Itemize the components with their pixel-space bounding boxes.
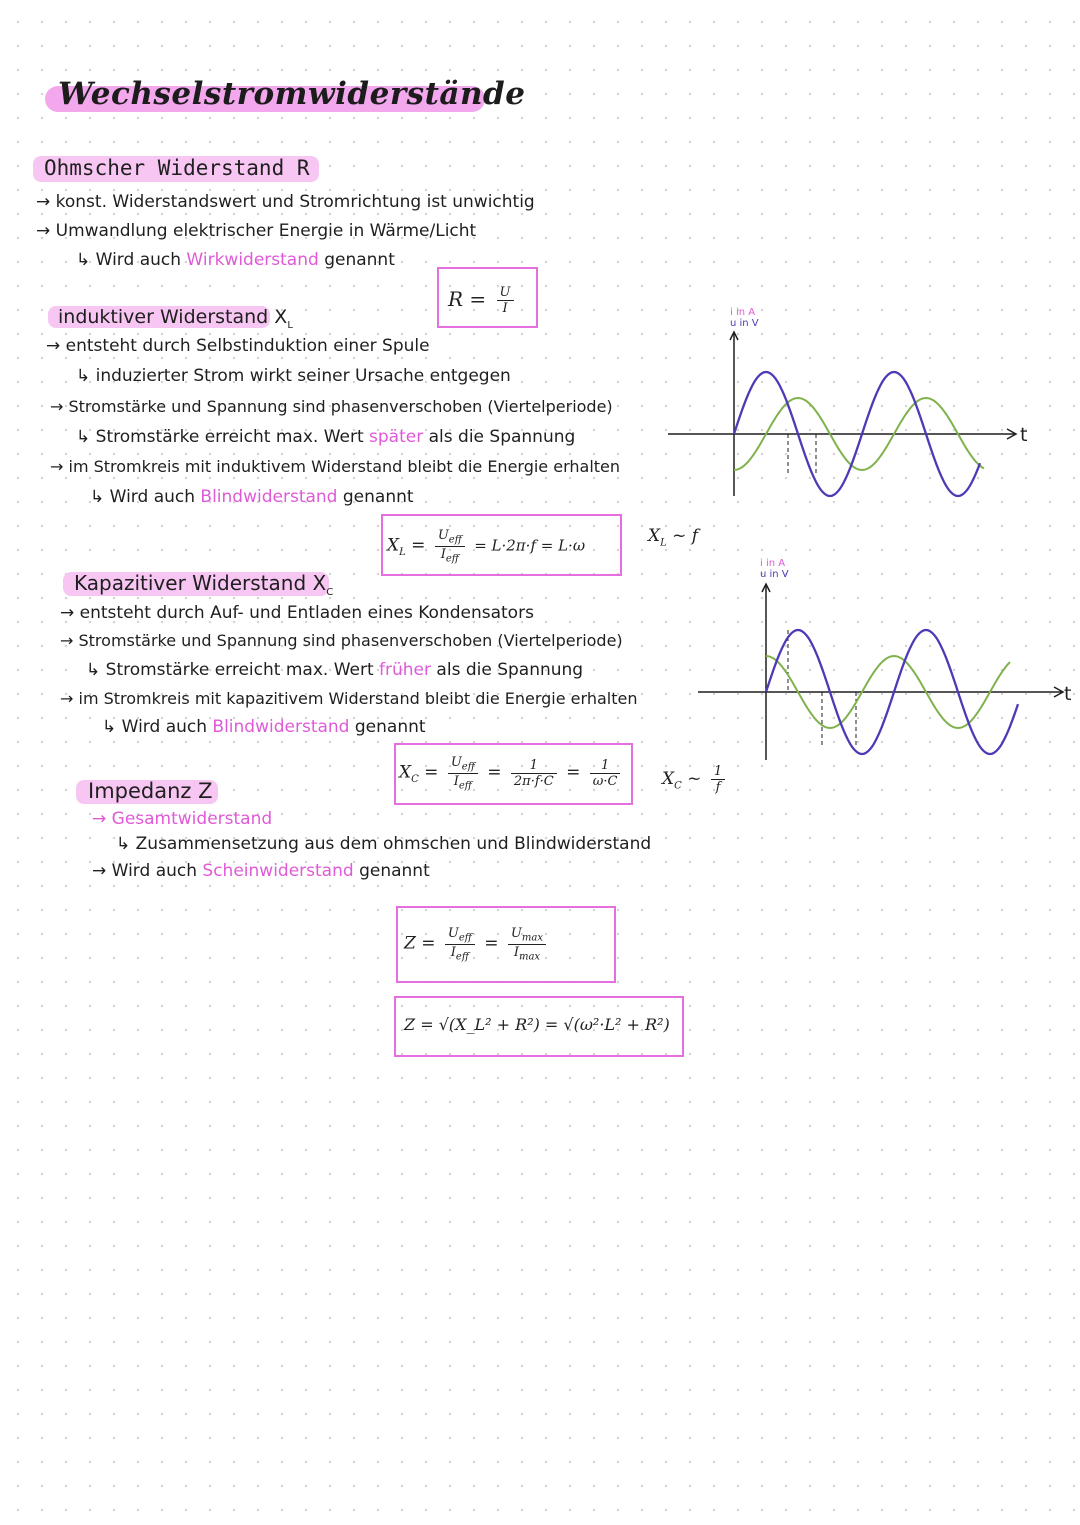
ohmic-heading: Ohmscher Widerstand R bbox=[44, 156, 310, 180]
inductive-line-5: → im Stromkreis mit induktivem Widerstand bleibt die Energie erhalten bbox=[50, 457, 621, 476]
y-label-voltage: u in V bbox=[730, 318, 759, 329]
capacitive-proportionality: $X_C$ ~ $\frac{1}{f}$ bbox=[662, 764, 729, 795]
inductive-line-2: ↳ induzierter Strom wirkt seiner Ursache entgegen bbox=[76, 366, 511, 386]
impedance-line-3: → Wird auch Scheinwiderstand genannt bbox=[92, 861, 430, 881]
capacitive-line-2: → Stromstärke und Spannung sind phasenverschoben (Viertelperiode) bbox=[60, 631, 623, 650]
capacitive-phase-graph bbox=[690, 550, 1080, 770]
inductive-formula-box: $X_L$ = $\frac{U_{eff}}{I_{eff}}$ = L·2π·f = L·ω bbox=[381, 514, 622, 576]
inductive-proportionality: $X_L$ ~ f bbox=[648, 526, 699, 549]
inductive-phase-graph bbox=[660, 296, 1080, 516]
ohm-formula-box: R = $\frac{U}{I}$ bbox=[437, 267, 538, 328]
inductive-line-1: → entsteht durch Selbstinduktion einer Spule bbox=[46, 336, 430, 356]
impedance-line-1: → Gesamtwiderstand bbox=[92, 809, 273, 829]
ohmic-line-1: → konst. Widerstandswert und Stromrichtung ist unwichtig bbox=[36, 192, 535, 212]
impedance-heading: Impedanz Z bbox=[88, 779, 213, 803]
capacitive-line-3: ↳ Stromstärke erreicht max. Wert früher als die Spannung bbox=[86, 660, 584, 680]
inductive-line-3: → Stromstärke und Spannung sind phasenverschoben (Viertelperiode) bbox=[50, 397, 613, 416]
impedance-line-2: ↳ Zusammensetzung aus dem ohmschen und Blindwiderstand bbox=[116, 834, 652, 854]
y-label-current: i in A bbox=[730, 307, 756, 318]
capacitive-line-1: → entsteht durch Auf- und Entladen eines Kondensators bbox=[60, 603, 534, 623]
impedance-formula-box-2: Z = √(X_L² + R²) = √(ω²·L² + R²) bbox=[394, 996, 684, 1057]
ohmic-line-2: → Umwandlung elektrischer Energie in Wärme/Licht bbox=[36, 221, 477, 241]
inductive-line-4: ↳ Stromstärke erreicht max. Wert später als die Spannung bbox=[76, 427, 576, 447]
capacitive-formula-box: $X_C$ = $\frac{U_{eff}}{I_{eff}}$ = $\frac{1}{2\pi\cdot f\cdot C}$ = $\frac{1}{\omega\cdot C}$ bbox=[394, 743, 633, 805]
y-label-voltage: u in V bbox=[760, 569, 789, 580]
impedance-formula-box-1: Z = $\frac{U_{eff}}{I_{eff}}$ = $\frac{U_{max}}{I_{max}}$ bbox=[396, 906, 616, 983]
x-label: t bbox=[1064, 683, 1072, 705]
inductive-line-6: ↳ Wird auch Blindwiderstand genannt bbox=[90, 487, 414, 507]
y-label-current: i in A bbox=[760, 558, 786, 569]
ohmic-line-3: ↳ Wird auch Wirkwiderstand genannt bbox=[76, 250, 395, 270]
x-label: t bbox=[1020, 424, 1028, 446]
inductive-heading: induktiver Widerstand $X_L$ bbox=[58, 306, 293, 331]
capacitive-line-4: → im Stromkreis mit kapazitivem Widerstand bleibt die Energie erhalten bbox=[60, 689, 638, 708]
page-title: Wechselstromwiderstände bbox=[58, 76, 526, 112]
capacitive-heading: Kapazitiver Widerstand $X_C$ bbox=[74, 571, 334, 598]
capacitive-line-5: ↳ Wird auch Blindwiderstand genannt bbox=[102, 717, 426, 737]
